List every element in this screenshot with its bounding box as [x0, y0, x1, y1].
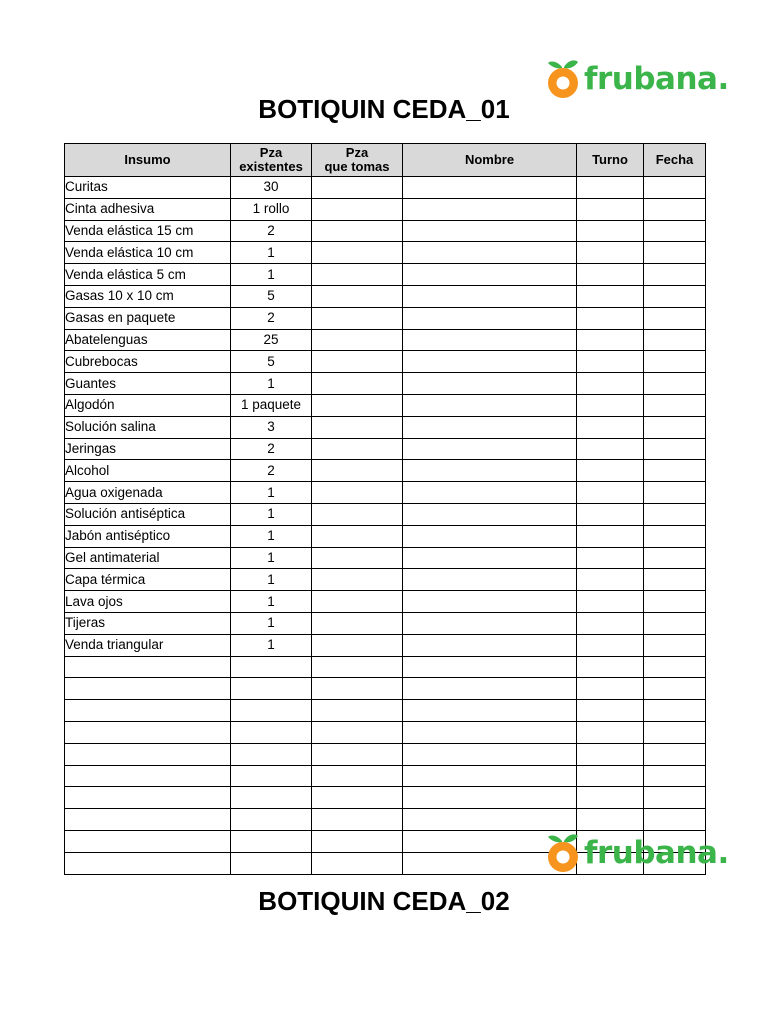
cell-pza-existentes: 5 [231, 351, 312, 373]
cell-turno[interactable] [577, 264, 644, 286]
cell-pza-existentes [231, 678, 312, 700]
cell-fecha[interactable] [644, 591, 706, 613]
cell-fecha[interactable] [644, 394, 706, 416]
table-header-row [65, 144, 706, 177]
table-body [65, 177, 706, 875]
cell-insumo: Curitas [65, 177, 231, 199]
cell-pza-que-tomas[interactable] [312, 612, 403, 634]
cell-fecha[interactable] [644, 351, 706, 373]
cell-nombre[interactable] [403, 787, 577, 809]
table-row [65, 307, 706, 329]
table-row [65, 285, 706, 307]
cell-nombre[interactable] [403, 394, 577, 416]
header-turno: Turno [577, 144, 644, 177]
cell-nombre[interactable] [403, 416, 577, 438]
cell-nombre[interactable] [403, 743, 577, 765]
table-row [65, 656, 706, 678]
cell-turno[interactable] [577, 416, 644, 438]
cell-fecha[interactable] [644, 264, 706, 286]
cell-insumo: Solución antiséptica [65, 503, 231, 525]
cell-turno[interactable] [577, 678, 644, 700]
cell-turno[interactable] [577, 394, 644, 416]
table-row [65, 743, 706, 765]
cell-pza-que-tomas[interactable] [312, 852, 403, 874]
cell-insumo [65, 787, 231, 809]
cell-insumo [65, 721, 231, 743]
cell-nombre[interactable] [403, 700, 577, 722]
cell-turno[interactable] [577, 351, 644, 373]
cell-turno[interactable] [577, 787, 644, 809]
frubana-logo-top [545, 58, 729, 100]
cell-pza-que-tomas[interactable] [312, 525, 403, 547]
cell-insumo: Jabón antiséptico [65, 525, 231, 547]
cell-insumo: Venda elástica 15 cm [65, 220, 231, 242]
cell-pza-que-tomas[interactable] [312, 787, 403, 809]
cell-pza-que-tomas[interactable] [312, 503, 403, 525]
cell-pza-existentes [231, 656, 312, 678]
cell-pza-existentes: 3 [231, 416, 312, 438]
cell-nombre[interactable] [403, 678, 577, 700]
cell-pza-existentes: 1 [231, 482, 312, 504]
cell-pza-existentes: 2 [231, 460, 312, 482]
cell-pza-existentes: 1 [231, 591, 312, 613]
cell-insumo [65, 678, 231, 700]
cell-insumo: Venda elástica 5 cm [65, 264, 231, 286]
cell-pza-que-tomas[interactable] [312, 285, 403, 307]
cell-turno[interactable] [577, 242, 644, 264]
cell-nombre[interactable] [403, 460, 577, 482]
cell-fecha[interactable] [644, 809, 706, 831]
cell-insumo [65, 809, 231, 831]
cell-fecha[interactable] [644, 525, 706, 547]
cell-fecha[interactable] [644, 721, 706, 743]
cell-insumo [65, 830, 231, 852]
cell-nombre[interactable] [403, 242, 577, 264]
table-row [65, 416, 706, 438]
first-aid-inventory-table [64, 143, 706, 875]
cell-turno[interactable] [577, 198, 644, 220]
cell-pza-que-tomas[interactable] [312, 830, 403, 852]
table-row [65, 700, 706, 722]
cell-turno[interactable] [577, 438, 644, 460]
table-row [65, 482, 706, 504]
cell-pza-existentes: 1 [231, 634, 312, 656]
cell-pza-existentes: 25 [231, 329, 312, 351]
cell-pza-existentes: 1 [231, 525, 312, 547]
cell-pza-que-tomas[interactable] [312, 634, 403, 656]
cell-pza-que-tomas[interactable] [312, 743, 403, 765]
table-row [65, 242, 706, 264]
cell-turno[interactable] [577, 525, 644, 547]
cell-insumo [65, 700, 231, 722]
cell-pza-existentes: 1 [231, 242, 312, 264]
table-row [65, 525, 706, 547]
cell-turno[interactable] [577, 700, 644, 722]
table-row [65, 373, 706, 395]
cell-fecha[interactable] [644, 329, 706, 351]
cell-pza-existentes: 1 [231, 503, 312, 525]
cell-pza-que-tomas[interactable] [312, 656, 403, 678]
cell-insumo: Tijeras [65, 612, 231, 634]
cell-nombre[interactable] [403, 329, 577, 351]
cell-fecha[interactable] [644, 634, 706, 656]
cell-pza-que-tomas[interactable] [312, 482, 403, 504]
cell-nombre[interactable] [403, 307, 577, 329]
page-title-top: BOTIQUIN CEDA_01 [258, 94, 510, 124]
cell-insumo: Cinta adhesiva [65, 198, 231, 220]
frubana-logo-bottom [545, 832, 729, 874]
cell-insumo: Alcohol [65, 460, 231, 482]
cell-insumo: Capa térmica [65, 569, 231, 591]
cell-insumo [65, 852, 231, 874]
cell-turno[interactable] [577, 177, 644, 199]
header-insumo: Insumo [65, 144, 231, 177]
cell-nombre[interactable] [403, 634, 577, 656]
cell-fecha[interactable] [644, 198, 706, 220]
cell-turno[interactable] [577, 285, 644, 307]
cell-insumo: Agua oxigenada [65, 482, 231, 504]
table-row [65, 177, 706, 199]
cell-fecha[interactable] [644, 569, 706, 591]
cell-insumo [65, 765, 231, 787]
orange-fruit-icon [545, 58, 581, 100]
cell-turno[interactable] [577, 329, 644, 351]
cell-nombre[interactable] [403, 612, 577, 634]
cell-fecha[interactable] [644, 460, 706, 482]
table-row [65, 264, 706, 286]
cell-insumo: Guantes [65, 373, 231, 395]
cell-nombre[interactable] [403, 569, 577, 591]
cell-pza-que-tomas[interactable] [312, 591, 403, 613]
cell-fecha[interactable] [644, 482, 706, 504]
cell-turno[interactable] [577, 460, 644, 482]
cell-fecha[interactable] [644, 765, 706, 787]
cell-pza-que-tomas[interactable] [312, 373, 403, 395]
cell-pza-existentes: 1 [231, 264, 312, 286]
cell-nombre[interactable] [403, 373, 577, 395]
page-title-bottom: BOTIQUIN CEDA_02 [258, 886, 510, 916]
cell-pza-existentes: 1 [231, 612, 312, 634]
cell-pza-que-tomas[interactable] [312, 416, 403, 438]
cell-pza-existentes [231, 852, 312, 874]
cell-insumo: Abatelenguas [65, 329, 231, 351]
cell-pza-existentes [231, 700, 312, 722]
cell-turno[interactable] [577, 503, 644, 525]
cell-pza-existentes [231, 830, 312, 852]
cell-nombre[interactable] [403, 177, 577, 199]
header-pza-existentes: Pza existentes [231, 144, 312, 177]
cell-insumo [65, 743, 231, 765]
cell-nombre[interactable] [403, 547, 577, 569]
cell-pza-que-tomas[interactable] [312, 394, 403, 416]
table-row [65, 569, 706, 591]
cell-turno[interactable] [577, 482, 644, 504]
cell-insumo: Algodón [65, 394, 231, 416]
cell-turno[interactable] [577, 656, 644, 678]
cell-pza-existentes: 1 [231, 547, 312, 569]
header-nombre: Nombre [403, 144, 577, 177]
table-row [65, 612, 706, 634]
cell-pza-que-tomas[interactable] [312, 569, 403, 591]
table-row [65, 394, 706, 416]
table-row [65, 438, 706, 460]
cell-nombre[interactable] [403, 285, 577, 307]
table-row [65, 809, 706, 831]
cell-insumo: Gel antimaterial [65, 547, 231, 569]
cell-pza-existentes: 30 [231, 177, 312, 199]
cell-insumo: Gasas en paquete [65, 307, 231, 329]
cell-insumo: Solución salina [65, 416, 231, 438]
cell-pza-que-tomas[interactable] [312, 721, 403, 743]
cell-turno[interactable] [577, 307, 644, 329]
orange-fruit-icon [545, 832, 581, 874]
cell-insumo [65, 656, 231, 678]
cell-pza-que-tomas[interactable] [312, 547, 403, 569]
cell-pza-que-tomas[interactable] [312, 264, 403, 286]
cell-nombre[interactable] [403, 351, 577, 373]
cell-pza-que-tomas[interactable] [312, 460, 403, 482]
cell-fecha[interactable] [644, 438, 706, 460]
cell-nombre[interactable] [403, 438, 577, 460]
cell-fecha[interactable] [644, 787, 706, 809]
cell-pza-que-tomas[interactable] [312, 678, 403, 700]
cell-insumo: Cubrebocas [65, 351, 231, 373]
cell-pza-existentes [231, 721, 312, 743]
cell-nombre[interactable] [403, 591, 577, 613]
cell-pza-existentes [231, 809, 312, 831]
cell-turno[interactable] [577, 765, 644, 787]
table-row [65, 503, 706, 525]
header-pza-que-tomas: Pza que tomas [312, 144, 403, 177]
cell-fecha[interactable] [644, 177, 706, 199]
table-row [65, 547, 706, 569]
cell-nombre[interactable] [403, 721, 577, 743]
cell-fecha[interactable] [644, 373, 706, 395]
cell-turno[interactable] [577, 220, 644, 242]
cell-pza-que-tomas[interactable] [312, 329, 403, 351]
cell-nombre[interactable] [403, 482, 577, 504]
table-row [65, 460, 706, 482]
cell-fecha[interactable] [644, 743, 706, 765]
cell-fecha[interactable] [644, 220, 706, 242]
table-row [65, 678, 706, 700]
cell-pza-que-tomas[interactable] [312, 809, 403, 831]
brand-wordmark: frubana. [584, 834, 729, 871]
cell-insumo: Gasas 10 x 10 cm [65, 285, 231, 307]
table-row [65, 220, 706, 242]
cell-nombre[interactable] [403, 220, 577, 242]
cell-fecha[interactable] [644, 307, 706, 329]
cell-pza-que-tomas[interactable] [312, 351, 403, 373]
cell-nombre[interactable] [403, 503, 577, 525]
cell-turno[interactable] [577, 591, 644, 613]
table-row [65, 591, 706, 613]
table-row [65, 351, 706, 373]
cell-pza-existentes: 1 [231, 373, 312, 395]
cell-turno[interactable] [577, 569, 644, 591]
cell-turno[interactable] [577, 373, 644, 395]
table-row [65, 787, 706, 809]
table-row [65, 765, 706, 787]
cell-pza-que-tomas[interactable] [312, 307, 403, 329]
cell-pza-que-tomas[interactable] [312, 220, 403, 242]
cell-insumo: Venda triangular [65, 634, 231, 656]
cell-fecha[interactable] [644, 242, 706, 264]
cell-turno[interactable] [577, 634, 644, 656]
cell-pza-que-tomas[interactable] [312, 700, 403, 722]
cell-fecha[interactable] [644, 416, 706, 438]
cell-turno[interactable] [577, 809, 644, 831]
cell-pza-que-tomas[interactable] [312, 765, 403, 787]
header-fecha: Fecha [644, 144, 706, 177]
table-row [65, 634, 706, 656]
cell-turno[interactable] [577, 547, 644, 569]
cell-pza-existentes: 2 [231, 307, 312, 329]
cell-insumo: Jeringas [65, 438, 231, 460]
cell-pza-existentes [231, 787, 312, 809]
cell-pza-existentes: 1 rollo [231, 198, 312, 220]
cell-fecha[interactable] [644, 656, 706, 678]
cell-nombre[interactable] [403, 264, 577, 286]
cell-insumo: Lava ojos [65, 591, 231, 613]
cell-fecha[interactable] [644, 285, 706, 307]
cell-fecha[interactable] [644, 612, 706, 634]
cell-pza-existentes: 2 [231, 438, 312, 460]
cell-pza-que-tomas[interactable] [312, 198, 403, 220]
cell-turno[interactable] [577, 721, 644, 743]
cell-fecha[interactable] [644, 700, 706, 722]
cell-pza-que-tomas[interactable] [312, 438, 403, 460]
cell-pza-que-tomas[interactable] [312, 177, 403, 199]
cell-turno[interactable] [577, 612, 644, 634]
cell-fecha[interactable] [644, 547, 706, 569]
cell-pza-que-tomas[interactable] [312, 242, 403, 264]
cell-nombre[interactable] [403, 809, 577, 831]
cell-nombre[interactable] [403, 656, 577, 678]
cell-pza-existentes: 1 paquete [231, 394, 312, 416]
brand-wordmark: frubana. [584, 60, 729, 97]
table-row [65, 721, 706, 743]
cell-pza-existentes: 5 [231, 285, 312, 307]
table-row [65, 198, 706, 220]
cell-nombre[interactable] [403, 198, 577, 220]
cell-pza-existentes [231, 765, 312, 787]
table-row [65, 329, 706, 351]
cell-pza-existentes: 2 [231, 220, 312, 242]
cell-turno[interactable] [577, 743, 644, 765]
cell-nombre[interactable] [403, 765, 577, 787]
cell-fecha[interactable] [644, 678, 706, 700]
cell-insumo: Venda elástica 10 cm [65, 242, 231, 264]
cell-pza-existentes [231, 743, 312, 765]
cell-nombre[interactable] [403, 525, 577, 547]
cell-pza-existentes: 1 [231, 569, 312, 591]
cell-fecha[interactable] [644, 503, 706, 525]
